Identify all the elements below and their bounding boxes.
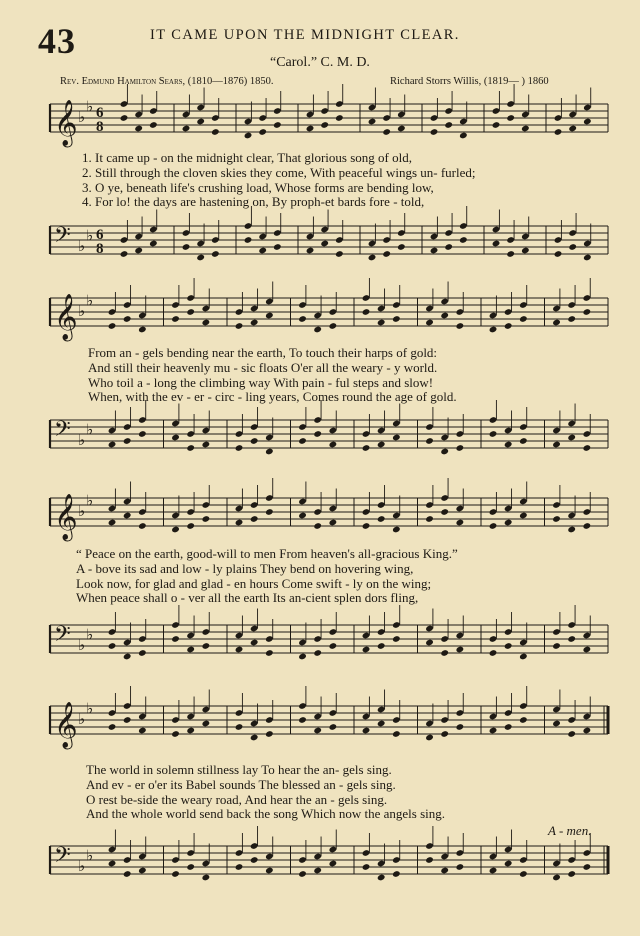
note-head [392, 434, 401, 442]
note-head [186, 646, 195, 654]
note-head [265, 730, 274, 738]
note-head [440, 649, 449, 657]
lyric-line: And the whole world send back the song Which now the angels sing. [86, 806, 445, 822]
note-head [244, 236, 253, 244]
note-head [258, 247, 267, 255]
note-head [492, 121, 501, 129]
note-head [519, 315, 528, 323]
note-head [202, 319, 211, 327]
note-head [489, 326, 498, 334]
note-head [171, 434, 180, 442]
note-head [335, 250, 344, 258]
note-head [123, 512, 132, 520]
flat-icon: ♭ [78, 710, 86, 728]
note-head [298, 653, 307, 661]
note-head [329, 860, 338, 868]
bass-staff-1 [0, 218, 640, 278]
note-head [186, 727, 195, 735]
flat-icon: ♭ [86, 846, 94, 865]
note-head [397, 125, 406, 133]
lyric-line: 4. For lo! the days are hastening on, By proph-et bards fore - told, [82, 194, 425, 210]
note-head [171, 635, 180, 643]
flat-icon: ♭ [86, 625, 94, 644]
note-head [504, 642, 513, 650]
note-head [397, 243, 406, 251]
note-head [313, 727, 322, 735]
lyrics-system-1 [82, 151, 476, 210]
staff-lines [50, 625, 608, 653]
composer-credit: Richard Storrs Willis, (1819— ) 1860 [390, 76, 549, 87]
note-head [567, 526, 576, 534]
note-head [362, 863, 371, 871]
note-head [320, 240, 329, 248]
note-head [368, 118, 377, 126]
note-head [108, 519, 117, 527]
note-head [202, 441, 211, 449]
lyric-line: From an - gels bending near the earth, To touch their harps of gold: [88, 345, 438, 360]
hymn-title: IT CAME UPON THE MIDNIGHT CLEAR. [150, 27, 460, 43]
note-head [489, 649, 498, 657]
note-head [329, 441, 338, 449]
note-head [377, 642, 386, 650]
note-head [430, 128, 439, 136]
note-head [456, 863, 465, 871]
note-head [567, 434, 576, 442]
note-head [583, 308, 592, 316]
bass-clef-icon: 𝄢 [54, 843, 71, 873]
note-head [444, 121, 453, 129]
flat-icon: ♭ [86, 420, 94, 439]
bass-clef-icon: 𝄢 [54, 622, 71, 652]
note-head [456, 444, 465, 452]
note-head [123, 315, 132, 323]
bass-clef-icon: 𝄢 [54, 223, 71, 253]
note-head [202, 642, 211, 650]
flat-icon: ♭ [86, 491, 94, 510]
flat-icon: ♭ [78, 237, 86, 255]
lyric-line: And ev - er o'er its Babel sounds The blessed an - gels sing. [86, 776, 396, 792]
note-head [108, 441, 117, 449]
note-head [250, 734, 259, 742]
note-head [123, 653, 132, 661]
note-head [123, 437, 132, 445]
note-head [123, 716, 132, 724]
note-head [519, 437, 528, 445]
note-head [329, 642, 338, 650]
note-head [456, 646, 465, 654]
note-head [430, 247, 439, 255]
time-signature-top: 6 [96, 227, 104, 243]
note-head [392, 730, 401, 738]
note-head [368, 254, 377, 262]
note-head [138, 867, 147, 875]
note-head [313, 522, 322, 530]
note-head [362, 444, 371, 452]
note-head [108, 322, 117, 330]
bass-clef-icon: 𝄢 [54, 417, 71, 447]
treble-clef-icon: 𝄞 [54, 100, 78, 146]
note-head [329, 519, 338, 527]
note-head [211, 128, 220, 136]
note-head [492, 240, 501, 248]
note-head [504, 519, 513, 527]
note-head [504, 441, 513, 449]
note-head [202, 515, 211, 523]
note-head [519, 653, 528, 661]
lyric-line: Who toil a - long the climbing way With pain - ful steps and slow! [88, 374, 434, 390]
note-head [138, 522, 147, 530]
note-head [171, 870, 180, 878]
treble-staff-4 [0, 698, 640, 758]
note-head [440, 448, 449, 456]
note-head [182, 243, 191, 251]
note-head [519, 512, 528, 520]
note-head [186, 308, 195, 316]
note-head [202, 720, 211, 728]
note-head [519, 716, 528, 724]
note-head [362, 522, 371, 530]
note-head [108, 723, 117, 731]
note-head [149, 121, 158, 129]
note-head [235, 646, 244, 654]
note-head [171, 526, 180, 534]
note-head [552, 441, 561, 449]
note-head [134, 247, 143, 255]
note-head [335, 114, 344, 122]
note-head [444, 243, 453, 251]
note-head [250, 515, 259, 523]
flat-icon: ♭ [78, 857, 86, 875]
note-head [265, 312, 274, 320]
flat-icon: ♭ [86, 226, 94, 245]
lyric-line: The world in solemn stillness lay To hear the an- gels sing. [86, 762, 392, 777]
note-head [489, 522, 498, 530]
note-head [134, 125, 143, 133]
note-head [377, 441, 386, 449]
note-head [273, 243, 282, 251]
note-head [583, 254, 592, 262]
lyric-line: When, with the ev - er - circ - ling years, Comes round the age of gold. [88, 389, 457, 405]
note-head [313, 430, 322, 438]
note-head [138, 727, 147, 735]
note-head [138, 430, 147, 438]
note-head [504, 322, 513, 330]
treble-staff-2 [0, 290, 640, 350]
note-head [440, 867, 449, 875]
note-head [456, 322, 465, 330]
note-head [459, 236, 468, 244]
note-head [320, 121, 329, 129]
note-head [456, 723, 465, 731]
note-head [552, 642, 561, 650]
flat-icon: ♭ [78, 502, 86, 520]
note-head [506, 250, 515, 258]
note-head [108, 642, 117, 650]
note-head [265, 508, 274, 516]
note-head [377, 319, 386, 327]
note-head [196, 118, 205, 126]
note-head [244, 132, 253, 140]
note-head [489, 867, 498, 875]
note-head [440, 730, 449, 738]
time-signature-top: 6 [96, 105, 104, 121]
note-head [362, 308, 371, 316]
flat-icon: ♭ [78, 302, 86, 320]
flat-icon: ♭ [86, 699, 94, 718]
note-head [298, 315, 307, 323]
author-credit: Rev. Edmund Hamilton Sears, (1810—1876) 1850. [60, 76, 274, 87]
note-head [554, 128, 563, 136]
note-head [519, 870, 528, 878]
note-head [250, 856, 259, 864]
note-head [298, 716, 307, 724]
treble-staff-3 [0, 490, 640, 550]
amen-ending: A - men. [548, 823, 592, 838]
note-head [567, 315, 576, 323]
note-head [552, 874, 561, 882]
note-head [440, 312, 449, 320]
note-head [425, 319, 434, 327]
note-head [235, 444, 244, 452]
note-head [202, 874, 211, 882]
note-head [186, 522, 195, 530]
note-head [521, 125, 530, 133]
lyric-line: O rest be-side the weary road, And hear the an - gels sing. [86, 791, 388, 807]
note-head [138, 649, 147, 657]
lyrics-system-4 [86, 763, 445, 822]
note-head [235, 723, 244, 731]
note-head [149, 240, 158, 248]
note-head [425, 639, 434, 647]
note-head [425, 437, 434, 445]
note-head [235, 519, 244, 527]
note-head [568, 243, 577, 251]
time-signature-bottom: 8 [96, 119, 104, 135]
treble-clef-icon: 𝄞 [54, 494, 78, 540]
note-head [250, 319, 259, 327]
note-head [440, 508, 449, 516]
treble-clef-icon: 𝄞 [54, 294, 78, 340]
note-head [235, 322, 244, 330]
lyric-line: Look now, for glad and glad - en hours Come swift - ly on the wing; [76, 575, 432, 591]
note-head [123, 870, 132, 878]
note-head [313, 867, 322, 875]
bass-staff-2 [0, 412, 640, 472]
lyric-line: When peace shall o - ver all the earth Its an-cient splen dors fling, [76, 590, 419, 606]
note-head [298, 437, 307, 445]
note-head [506, 114, 515, 122]
note-head [250, 437, 259, 445]
note-head [382, 250, 391, 258]
note-head [186, 863, 195, 871]
note-head [329, 322, 338, 330]
lyric-line: “ Peace on the earth, good-will to men From heaven's all-gracious King.” [76, 546, 458, 561]
note-head [186, 444, 195, 452]
note-head [273, 121, 282, 129]
note-head [425, 734, 434, 742]
flat-icon: ♭ [78, 108, 86, 126]
note-head [138, 326, 147, 334]
treble-staff-1 [0, 96, 640, 156]
lyrics-system-3 [76, 547, 458, 606]
note-head [425, 856, 434, 864]
note-head [120, 250, 129, 258]
bass-staff-3 [0, 617, 640, 677]
lyrics-system-2 [88, 346, 457, 405]
note-head [306, 247, 315, 255]
note-head [171, 315, 180, 323]
note-head [235, 863, 244, 871]
note-head [552, 515, 561, 523]
note-head [392, 315, 401, 323]
note-head [552, 319, 561, 327]
note-head [583, 522, 592, 530]
note-head [489, 727, 498, 735]
note-head [250, 639, 259, 647]
note-head [211, 250, 220, 258]
hymn-tune-meter: “Carol.” C. M. D. [270, 55, 370, 70]
note-head [392, 870, 401, 878]
note-head [489, 430, 498, 438]
note-head [298, 512, 307, 520]
note-head [521, 247, 530, 255]
note-head [567, 730, 576, 738]
note-head [258, 128, 267, 136]
note-head [583, 646, 592, 654]
treble-clef-icon: 𝄞 [54, 702, 78, 748]
note-head [362, 727, 371, 735]
lyric-line: 1. It came up - on the midnight clear, That glorious song of old, [82, 150, 412, 165]
note-head [583, 444, 592, 452]
note-head [567, 635, 576, 643]
note-head [568, 125, 577, 133]
note-head [265, 448, 274, 456]
note-head [108, 860, 117, 868]
note-head [171, 730, 180, 738]
flat-icon: ♭ [78, 636, 86, 654]
note-head [504, 860, 513, 868]
note-head [313, 649, 322, 657]
note-head [377, 874, 386, 882]
flat-icon: ♭ [86, 97, 94, 116]
note-head [265, 867, 274, 875]
note-head [298, 870, 307, 878]
note-head [362, 646, 371, 654]
note-head [456, 519, 465, 527]
note-head [313, 326, 322, 334]
lyric-line: 3. O ye, beneath life's crushing load, Whose forms are bending low, [82, 179, 434, 195]
note-head [377, 720, 386, 728]
note-head [552, 720, 561, 728]
note-head [329, 723, 338, 731]
note-head [392, 635, 401, 643]
note-head [567, 870, 576, 878]
flat-icon: ♭ [78, 431, 86, 449]
flat-icon: ♭ [86, 291, 94, 310]
note-head [182, 125, 191, 133]
time-signature-bottom: 8 [96, 241, 104, 257]
note-head [504, 723, 513, 731]
note-head [377, 515, 386, 523]
note-head [265, 649, 274, 657]
hymn-number: 43 [38, 21, 76, 61]
lyric-line: 2. Still through the cloven skies they come, With peaceful wings un- furled; [82, 164, 476, 180]
note-head [554, 250, 563, 258]
note-head [583, 727, 592, 735]
note-head [583, 118, 592, 126]
lyric-line: And still their heavenly mu - sic floats O'er all the weary - y world. [88, 359, 438, 375]
note-head [382, 128, 391, 136]
note-head [196, 254, 205, 262]
note-head [306, 125, 315, 133]
note-head [583, 863, 592, 871]
note-head [459, 132, 468, 140]
note-head [120, 114, 129, 122]
note-head [425, 515, 434, 523]
lyric-line: A - bove its sad and low - ly plains They bend on hovering wing, [76, 560, 414, 576]
bass-staff-4 [0, 838, 640, 898]
note-head [392, 526, 401, 534]
